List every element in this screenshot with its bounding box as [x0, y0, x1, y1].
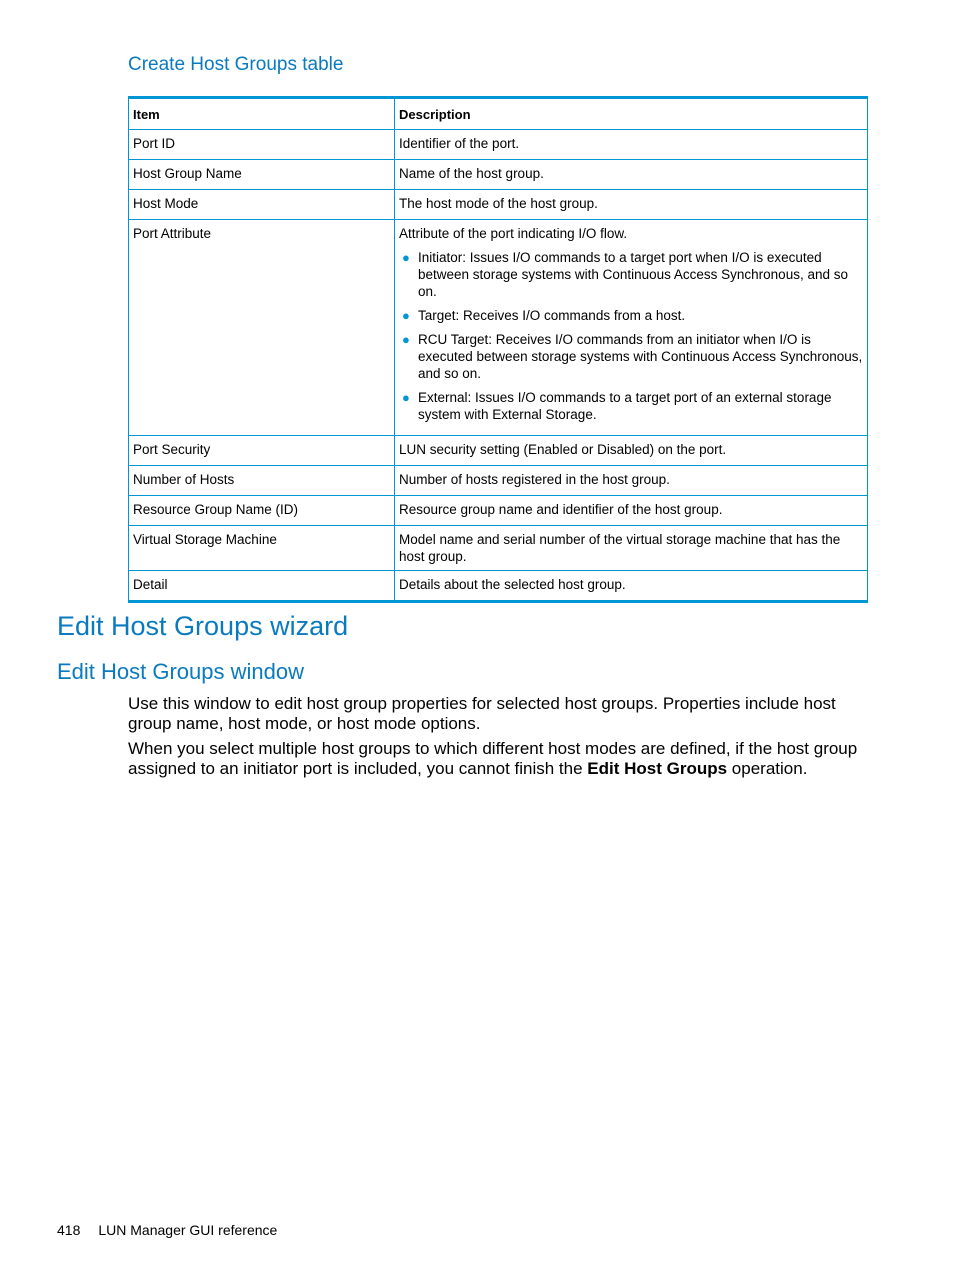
description-cell: Model name and serial number of the virtual storage machine that has the host group.	[395, 526, 868, 571]
body-paragraph: Use this window to edit host group properties for selected host groups. Properties include host group name, host mode, or host mode options.	[128, 694, 836, 733]
table-row	[129, 160, 868, 190]
item-cell: Port Attribute	[129, 220, 395, 436]
bullet-icon: ●	[402, 332, 410, 347]
item-cell: Host Group Name	[129, 160, 395, 190]
list-item-text: External: Issues I/O commands to a target port of an external storage system with External Storage.	[418, 390, 832, 422]
table-caption: Create Host Groups table	[128, 54, 344, 75]
description-cell: LUN security setting (Enabled or Disabled) on the port.	[395, 436, 868, 466]
table-row	[129, 190, 868, 220]
body-paragraph	[128, 739, 868, 779]
paragraph-text: When you select multiple host groups to which different host modes are defined, if the host group assigned to an initiator port is included, you cannot finish the	[128, 739, 858, 778]
item-cell: Port Security	[129, 436, 395, 466]
list-item-text: Target: Receives I/O commands from a host.	[418, 308, 686, 323]
list-item	[402, 307, 863, 324]
description-cell: Resource group name and identifier of the host group.	[395, 496, 868, 526]
description-cell: Number of hosts registered in the host group.	[395, 466, 868, 496]
item-cell: Resource Group Name (ID)	[129, 496, 395, 526]
section-title: Edit Host Groups wizard	[57, 611, 349, 641]
table-row	[129, 220, 868, 436]
description-text: Attribute of the port indicating I/O flow.	[399, 226, 628, 241]
description-cell	[395, 220, 868, 436]
description-cell: Identifier of the port.	[395, 130, 868, 160]
subsection-title: Edit Host Groups window	[57, 659, 304, 684]
description-cell: Details about the selected host group.	[395, 571, 868, 602]
table-row	[129, 496, 868, 526]
item-cell: Port ID	[129, 130, 395, 160]
list-item	[402, 389, 863, 423]
table-row	[129, 571, 868, 602]
bullet-icon: ●	[402, 308, 410, 323]
item-cell: Host Mode	[129, 190, 395, 220]
paragraph-text: operation.	[727, 759, 808, 778]
emphasized-operation-name: Edit Host Groups	[587, 759, 728, 778]
list-item	[402, 331, 863, 382]
table-row	[129, 526, 868, 571]
table-row	[129, 436, 868, 466]
host-groups-table	[128, 96, 868, 603]
description-cell: Name of the host group.	[395, 160, 868, 190]
bullet-icon: ●	[402, 390, 410, 405]
table-header-row	[129, 98, 868, 130]
item-cell: Virtual Storage Machine	[129, 526, 395, 571]
description-cell: The host mode of the host group.	[395, 190, 868, 220]
page-number: 418	[57, 1222, 81, 1238]
bullet-icon: ●	[402, 250, 410, 265]
page-footer	[57, 1222, 277, 1238]
list-item	[402, 249, 863, 300]
table-row	[129, 130, 868, 160]
port-attribute-list	[399, 249, 863, 423]
column-header-description: Description	[395, 98, 868, 130]
column-header-item: Item	[129, 98, 395, 130]
list-item-text: RCU Target: Receives I/O commands from an initiator when I/O is executed between storage systems with Continuous Access Synchronous, and so on.	[418, 332, 863, 381]
list-item-text: Initiator: Issues I/O commands to a target port when I/O is executed between storage systems with Continuous Access Synchronous, and so on.	[418, 250, 848, 299]
item-cell: Detail	[129, 571, 395, 602]
footer-title: LUN Manager GUI reference	[98, 1222, 278, 1238]
table-row	[129, 466, 868, 496]
item-cell: Number of Hosts	[129, 466, 395, 496]
